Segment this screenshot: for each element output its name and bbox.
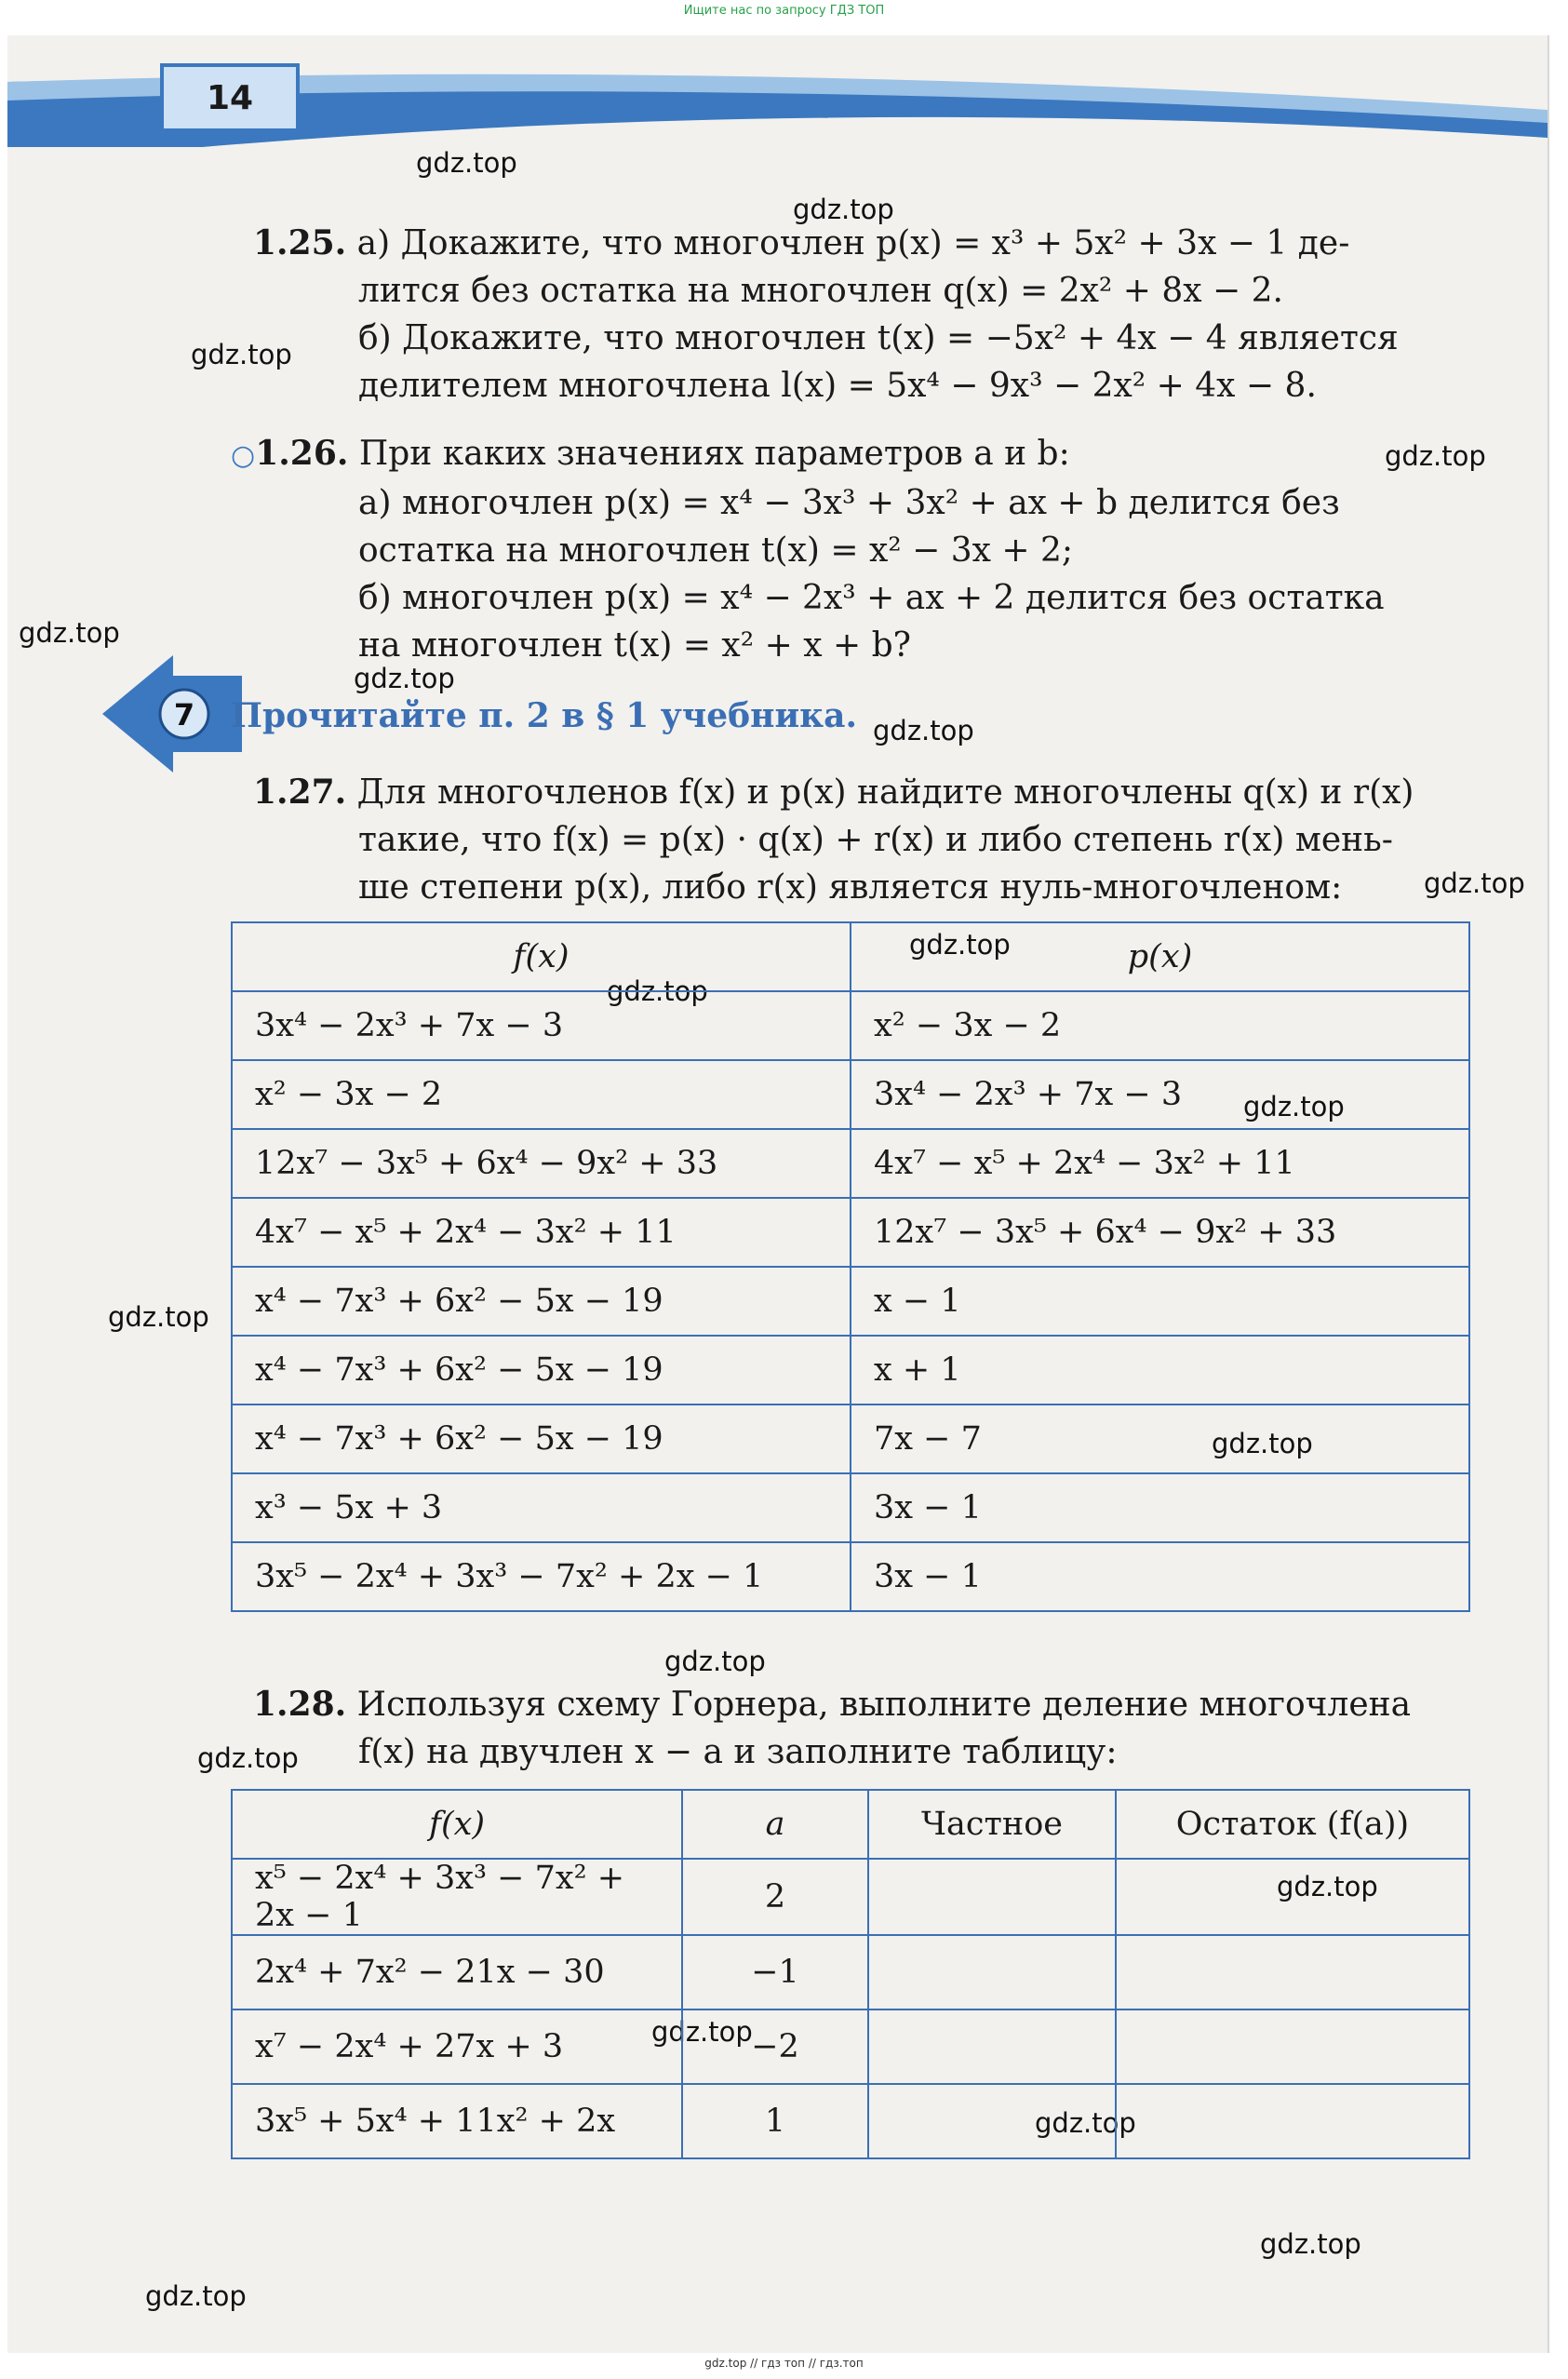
- watermark: gdz.top: [19, 617, 120, 649]
- table-row: [232, 991, 1469, 1060]
- table-cell: [1116, 1859, 1469, 1935]
- table-cell: x + 1: [851, 1336, 1469, 1405]
- table-cell: 1: [682, 2084, 868, 2158]
- table-cell: 3x⁴ − 2x³ + 7x − 3: [851, 1060, 1469, 1129]
- table-cell: 2: [682, 1859, 868, 1935]
- problem-1-25: [253, 220, 1491, 410]
- table-cell: x⁴ − 7x³ + 6x² − 5x − 19: [232, 1405, 851, 1473]
- problem-1-27: [253, 769, 1491, 911]
- watermark: gdz.top: [1277, 1871, 1378, 1902]
- problem-number: 1.28.: [253, 1685, 347, 1724]
- column-header: Остаток (f(a)): [1116, 1790, 1469, 1859]
- table-cell: 3x − 1: [851, 1473, 1469, 1542]
- problem-line: Для многочленов f(x) и p(x) найдите многочлены q(x) и r(x): [356, 773, 1414, 812]
- table-row: [232, 1267, 1469, 1336]
- table-cell: 12x⁷ − 3x⁵ + 6x⁴ − 9x² + 33: [232, 1129, 851, 1198]
- problem-line: ше степени p(x), либо r(x) является нуль-многочленом:: [358, 868, 1343, 907]
- table-row: [232, 1935, 1469, 2009]
- problem-line: остатка на многочлен t(x) = x² − 3x + 2;: [358, 531, 1074, 570]
- problem-number: 1.26.: [255, 434, 349, 473]
- hint-badge-number: 7: [173, 697, 195, 733]
- hint-arrow-icon: [102, 655, 242, 773]
- watermark: gdz.top: [1035, 2107, 1136, 2139]
- table-cell: [1116, 1935, 1469, 2009]
- table-cell: x⁷ − 2x⁴ + 27x + 3: [232, 2009, 682, 2084]
- table-row: [232, 2009, 1469, 2084]
- table-cell: −2: [682, 2009, 868, 2084]
- table-row: [232, 1060, 1469, 1129]
- watermark: gdz.top: [793, 194, 894, 225]
- problem-number: 1.25.: [253, 223, 347, 262]
- watermark: gdz.top: [145, 2280, 247, 2312]
- column-header: f(x): [232, 922, 851, 991]
- table-row: [232, 1336, 1469, 1405]
- problem-line: лится без остатка на многочлен q(x) = 2x² + 8x − 2.: [358, 272, 1283, 310]
- watermark: gdz.top: [354, 663, 455, 694]
- table-1-28: [231, 1789, 1470, 2159]
- table-cell: x² − 3x − 2: [851, 991, 1469, 1060]
- table-row: [232, 1405, 1469, 1473]
- problem-line: на многочлен t(x) = x² + x + b?: [358, 626, 911, 665]
- table-cell: 4x⁷ − x⁵ + 2x⁴ − 3x² + 11: [851, 1129, 1469, 1198]
- problem-1-26: [231, 430, 1496, 669]
- table-1-27: [231, 921, 1470, 1612]
- table-cell: [1116, 2084, 1469, 2158]
- watermark: gdz.top: [197, 1742, 299, 1774]
- watermark: gdz.top: [664, 1646, 766, 1677]
- column-header: p(x): [851, 922, 1469, 991]
- table-cell: 2x⁴ + 7x² − 21x − 30: [232, 1935, 682, 2009]
- table-cell: [868, 1859, 1116, 1935]
- problem-line: Используя схему Горнера, выполните деление многочлена: [356, 1686, 1412, 1724]
- column-header: a: [682, 1790, 868, 1859]
- watermark: gdz.top: [1260, 2228, 1361, 2260]
- table-cell: 3x⁵ − 2x⁴ + 3x³ − 7x² + 2x − 1: [232, 1542, 851, 1611]
- problem-line: б) Докажите, что многочлен t(x) = −5x² + 4x − 4 является: [358, 319, 1399, 357]
- watermark: gdz.top: [1212, 1428, 1313, 1459]
- problem-line: а) Докажите, что многочлен p(x) = x³ + 5x² + 3x − 1 де-: [356, 224, 1350, 262]
- table-cell: x² − 3x − 2: [232, 1060, 851, 1129]
- watermark: gdz.top: [108, 1301, 209, 1333]
- table-cell: [868, 2009, 1116, 2084]
- table-row: [232, 1859, 1469, 1935]
- watermark: gdz.top: [607, 975, 708, 1007]
- table-row: [232, 1129, 1469, 1198]
- watermark: gdz.top: [191, 339, 292, 370]
- table-cell: x⁴ − 7x³ + 6x² − 5x − 19: [232, 1267, 851, 1336]
- problem-number: 1.27.: [253, 773, 347, 812]
- table-cell: 3x⁴ − 2x³ + 7x − 3: [232, 991, 851, 1060]
- table-row: [232, 2084, 1469, 2158]
- table-cell: −1: [682, 1935, 868, 2009]
- bottom-banner: gdz.top // гдз топ // гдз.топ: [704, 2357, 864, 2370]
- watermark: gdz.top: [873, 715, 974, 746]
- table-cell: x³ − 5x + 3: [232, 1473, 851, 1542]
- table-cell: [1116, 2009, 1469, 2084]
- problem-1-28: [253, 1681, 1491, 1776]
- table-header-row: [232, 922, 1469, 991]
- watermark: gdz.top: [1243, 1091, 1345, 1122]
- problem-line: такие, что f(x) = p(x) · q(x) + r(x) и либо степень r(x) мень-: [358, 821, 1393, 859]
- difficulty-circle-icon: ○: [231, 439, 256, 472]
- table-cell: 3x − 1: [851, 1542, 1469, 1611]
- problem-line: а) многочлен p(x) = x⁴ − 3x³ + 3x² + ax + b делится без: [358, 484, 1340, 522]
- problem-line: б) многочлен p(x) = x⁴ − 2x³ + ax + 2 делится без остатка: [358, 579, 1385, 617]
- table-row: [232, 1473, 1469, 1542]
- table-cell: [868, 2084, 1116, 2158]
- table-cell: x − 1: [851, 1267, 1469, 1336]
- table-cell: 12x⁷ − 3x⁵ + 6x⁴ − 9x² + 33: [851, 1198, 1469, 1267]
- table-cell: 7x − 7: [851, 1405, 1469, 1473]
- top-banner: Ищите нас по запросу ГДЗ ТОП: [683, 4, 885, 18]
- problem-line: делителем многочлена l(x) = 5x⁴ − 9x³ − 2x² + 4x − 8.: [358, 367, 1317, 405]
- table-cell: 3x⁵ + 5x⁴ + 11x² + 2x: [232, 2084, 682, 2158]
- watermark: gdz.top: [651, 2016, 753, 2048]
- table-header-row: [232, 1790, 1469, 1859]
- table-cell: [868, 1935, 1116, 2009]
- watermark: gdz.top: [1385, 440, 1486, 472]
- page-number: 14: [160, 63, 300, 132]
- table-row: [232, 1198, 1469, 1267]
- problem-line: f(x) на двучлен x − a и заполните таблицу:: [358, 1733, 1118, 1771]
- column-header: Частное: [868, 1790, 1116, 1859]
- table-cell: x⁵ − 2x⁴ + 3x³ − 7x² + 2x − 1: [232, 1859, 682, 1935]
- table-cell: x⁴ − 7x³ + 6x² − 5x − 19: [232, 1336, 851, 1405]
- table-cell: 4x⁷ − x⁵ + 2x⁴ − 3x² + 11: [232, 1198, 851, 1267]
- hint-text: Прочитайте п. 2 в § 1 учебника.: [231, 696, 858, 735]
- table-row: [232, 1542, 1469, 1611]
- column-header: f(x): [232, 1790, 682, 1859]
- watermark: gdz.top: [416, 147, 517, 179]
- watermark: gdz.top: [1424, 867, 1525, 899]
- problem-line: При каких значениях параметров a и b:: [358, 435, 1070, 473]
- watermark: gdz.top: [909, 929, 1011, 961]
